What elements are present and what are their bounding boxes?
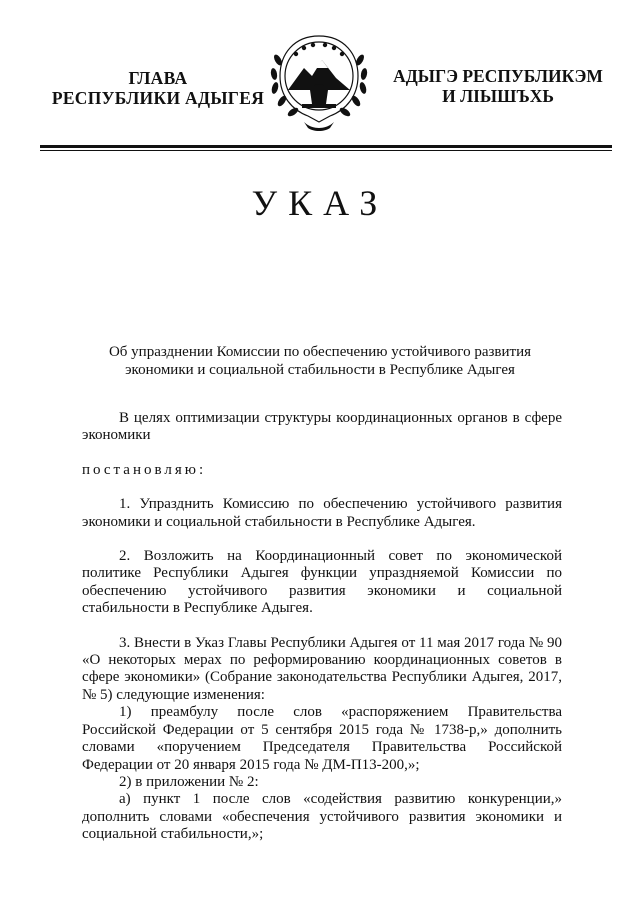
document-subject <box>60 343 580 379</box>
item-3: 3. Внести в Указ Главы Республики Адыгея от 11 мая 2017 года № 90 «О некоторых мерах по реформированию координационных советов в сфере экономики» (Собрание законодательства Республики Адыгея, 2017, № 5) следующие изменения: <box>82 634 562 703</box>
header-rule-thin <box>40 150 612 151</box>
item-1: 1. Упразднить Комиссию по обеспечению устойчивого развития экономики и социальной стабильности в Республике Адыгея. <box>82 496 562 530</box>
preamble-paragraph: В целях оптимизации структуры координационных органов в сфере экономики <box>82 410 562 444</box>
item-3-2: 2) в приложении № 2: <box>119 773 259 790</box>
header-left <box>40 68 276 108</box>
header-right-line2: И ЛІЫШЪХЬ <box>442 86 554 106</box>
header-left-line1: ГЛАВА <box>128 68 188 88</box>
header-right <box>382 66 614 106</box>
item-3-1: 1) преамбулу после слов «распоряжением Правительства Российской Федерации от 5 сентября 2015 года № 1738-р,» дополнить словами «поручением Председателя Правительства Российской Федерации от 20 января 2015 года № ДМ-П13-200,»; <box>82 704 562 773</box>
item-3-2-a: а) пункт 1 после слов «содействия развитию конкуренции,» дополнить словами «обеспечения устойчивого развития экономики и социальной стабильности,»; <box>82 791 562 843</box>
header-left-line2: РЕСПУБЛИКИ АДЫГЕЯ <box>51 88 265 108</box>
document-body <box>82 410 562 844</box>
subject-line2: экономики и социальной стабильности в Республике Адыгея <box>125 362 515 378</box>
header-right-line1: АДЫГЭ РЕСПУБЛИКЭМ <box>393 66 603 86</box>
coat-of-arms-icon <box>266 30 372 134</box>
subject-line1: Об упразднении Комиссии по обеспечению устойчивого развития <box>108 344 532 360</box>
header-rule-thick <box>40 145 612 148</box>
item-2: 2. Возложить на Координационный совет по экономической политике Республики Адыгея функции упраздняемой Комиссии по обеспечению устойчивого развития экономики и социальной стабильности в Республике Адыгея. <box>82 548 562 617</box>
decree-word: постановляю: <box>82 461 207 478</box>
document-title: УКАЗ <box>251 183 389 223</box>
